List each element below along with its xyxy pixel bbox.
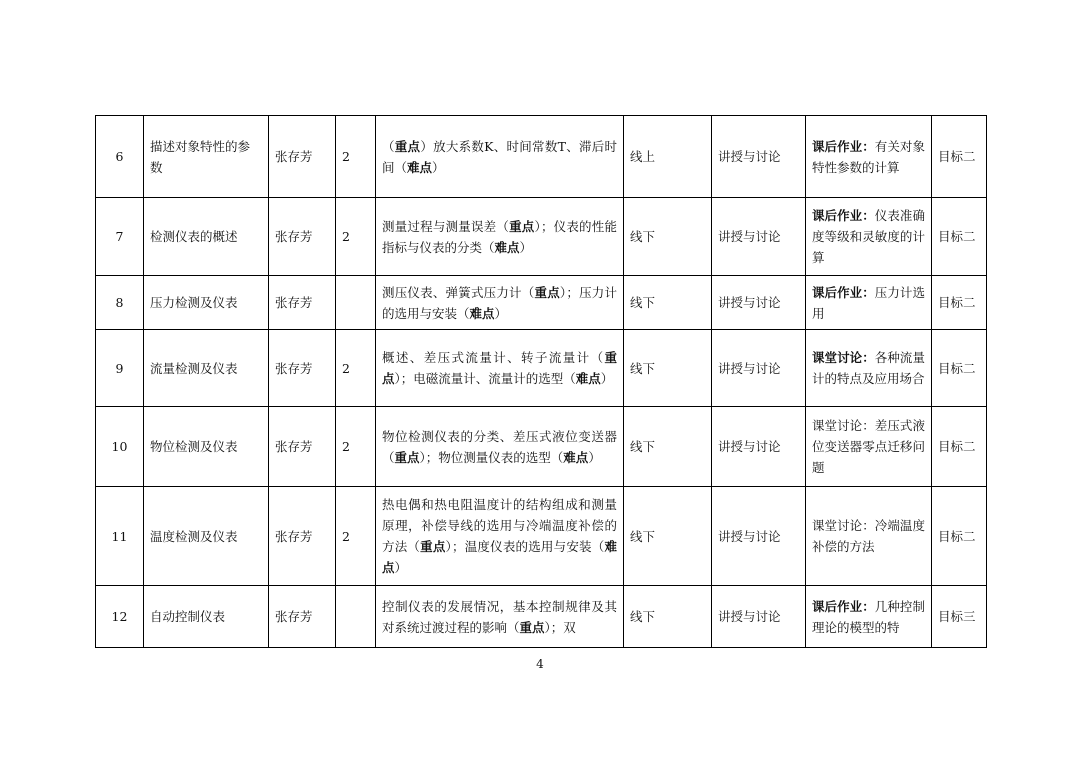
row-number: 11 xyxy=(96,487,144,586)
row-number: 10 xyxy=(96,407,144,487)
homework-cell: 课堂讨论：冷端温度补偿的方法 xyxy=(806,487,932,586)
method-cell: 讲授与讨论 xyxy=(712,487,806,586)
topic-cell: 描述对象特性的参数 xyxy=(144,116,269,198)
goal-cell: 目标二 xyxy=(932,276,987,330)
hours-cell: 2 xyxy=(336,198,376,276)
homework-cell: 课后作业：几种控制理论的模型的特 xyxy=(806,586,932,648)
teacher-cell: 张存芳 xyxy=(269,276,336,330)
mode-cell: 线下 xyxy=(624,487,712,586)
mode-cell: 线上 xyxy=(624,116,712,198)
table-row xyxy=(96,330,987,407)
goal-cell: 目标三 xyxy=(932,586,987,648)
goal-cell: 目标二 xyxy=(932,487,987,586)
topic-cell: 检测仪表的概述 xyxy=(144,198,269,276)
row-number: 8 xyxy=(96,276,144,330)
goal-cell: 目标二 xyxy=(932,116,987,198)
hours-cell xyxy=(336,276,376,330)
goal-cell: 目标二 xyxy=(932,198,987,276)
content-cell: 概述、差压式流量计、转子流量计（重点）；电磁流量计、流量计的选型（难点） xyxy=(376,330,624,407)
method-cell: 讲授与讨论 xyxy=(712,198,806,276)
teacher-cell: 张存芳 xyxy=(269,586,336,648)
goal-cell: 目标二 xyxy=(932,330,987,407)
teacher-cell: 张存芳 xyxy=(269,198,336,276)
content-cell: 测量过程与测量误差（重点）；仪表的性能指标与仪表的分类（难点） xyxy=(376,198,624,276)
content-cell: 控制仪表的发展情况，基本控制规律及其对系统过渡过程的影响（重点）；双 xyxy=(376,586,624,648)
topic-cell: 物位检测及仪表 xyxy=(144,407,269,487)
row-number: 6 xyxy=(96,116,144,198)
teacher-cell: 张存芳 xyxy=(269,330,336,407)
row-number: 12 xyxy=(96,586,144,648)
homework-cell: 课堂讨论：差压式液位变送器零点迁移问题 xyxy=(806,407,932,487)
content-cell: （重点）放大系数K、时间常数T、滞后时间（难点） xyxy=(376,116,624,198)
teacher-cell: 张存芳 xyxy=(269,116,336,198)
topic-cell: 自动控制仪表 xyxy=(144,586,269,648)
content-cell: 热电偶和热电阻温度计的结构组成和测量原理，补偿导线的选用与冷端温度补偿的方法（重点）；温度仪表的选用与安装（难点） xyxy=(376,487,624,586)
mode-cell: 线下 xyxy=(624,198,712,276)
hours-cell: 2 xyxy=(336,330,376,407)
table-row xyxy=(96,198,987,276)
table-row xyxy=(96,276,987,330)
method-cell: 讲授与讨论 xyxy=(712,407,806,487)
hours-cell: 2 xyxy=(336,487,376,586)
content-cell: 物位检测仪表的分类、差压式液位变送器（重点）；物位测量仪表的选型（难点） xyxy=(376,407,624,487)
table-row xyxy=(96,586,987,648)
homework-cell: 课后作业：有关对象特性参数的计算 xyxy=(806,116,932,198)
method-cell: 讲授与讨论 xyxy=(712,330,806,407)
table-row xyxy=(96,407,987,487)
page-number: 4 xyxy=(536,657,544,671)
mode-cell: 线下 xyxy=(624,407,712,487)
content-cell: 测压仪表、弹簧式压力计（重点）；压力计的选用与安装（难点） xyxy=(376,276,624,330)
teacher-cell: 张存芳 xyxy=(269,487,336,586)
mode-cell: 线下 xyxy=(624,586,712,648)
hours-cell xyxy=(336,586,376,648)
topic-cell: 压力检测及仪表 xyxy=(144,276,269,330)
teacher-cell: 张存芳 xyxy=(269,407,336,487)
homework-cell: 课后作业：压力计选用 xyxy=(806,276,932,330)
method-cell: 讲授与讨论 xyxy=(712,116,806,198)
topic-cell: 流量检测及仪表 xyxy=(144,330,269,407)
method-cell: 讲授与讨论 xyxy=(712,276,806,330)
mode-cell: 线下 xyxy=(624,330,712,407)
row-number: 9 xyxy=(96,330,144,407)
course-schedule-table xyxy=(95,115,987,648)
mode-cell: 线下 xyxy=(624,276,712,330)
table-row xyxy=(96,116,987,198)
homework-cell: 课堂讨论：各种流量计的特点及应用场合 xyxy=(806,330,932,407)
row-number: 7 xyxy=(96,198,144,276)
method-cell: 讲授与讨论 xyxy=(712,586,806,648)
homework-cell: 课后作业：仪表准确度等级和灵敏度的计算 xyxy=(806,198,932,276)
table-row xyxy=(96,487,987,586)
topic-cell: 温度检测及仪表 xyxy=(144,487,269,586)
hours-cell: 2 xyxy=(336,116,376,198)
goal-cell: 目标二 xyxy=(932,407,987,487)
hours-cell: 2 xyxy=(336,407,376,487)
